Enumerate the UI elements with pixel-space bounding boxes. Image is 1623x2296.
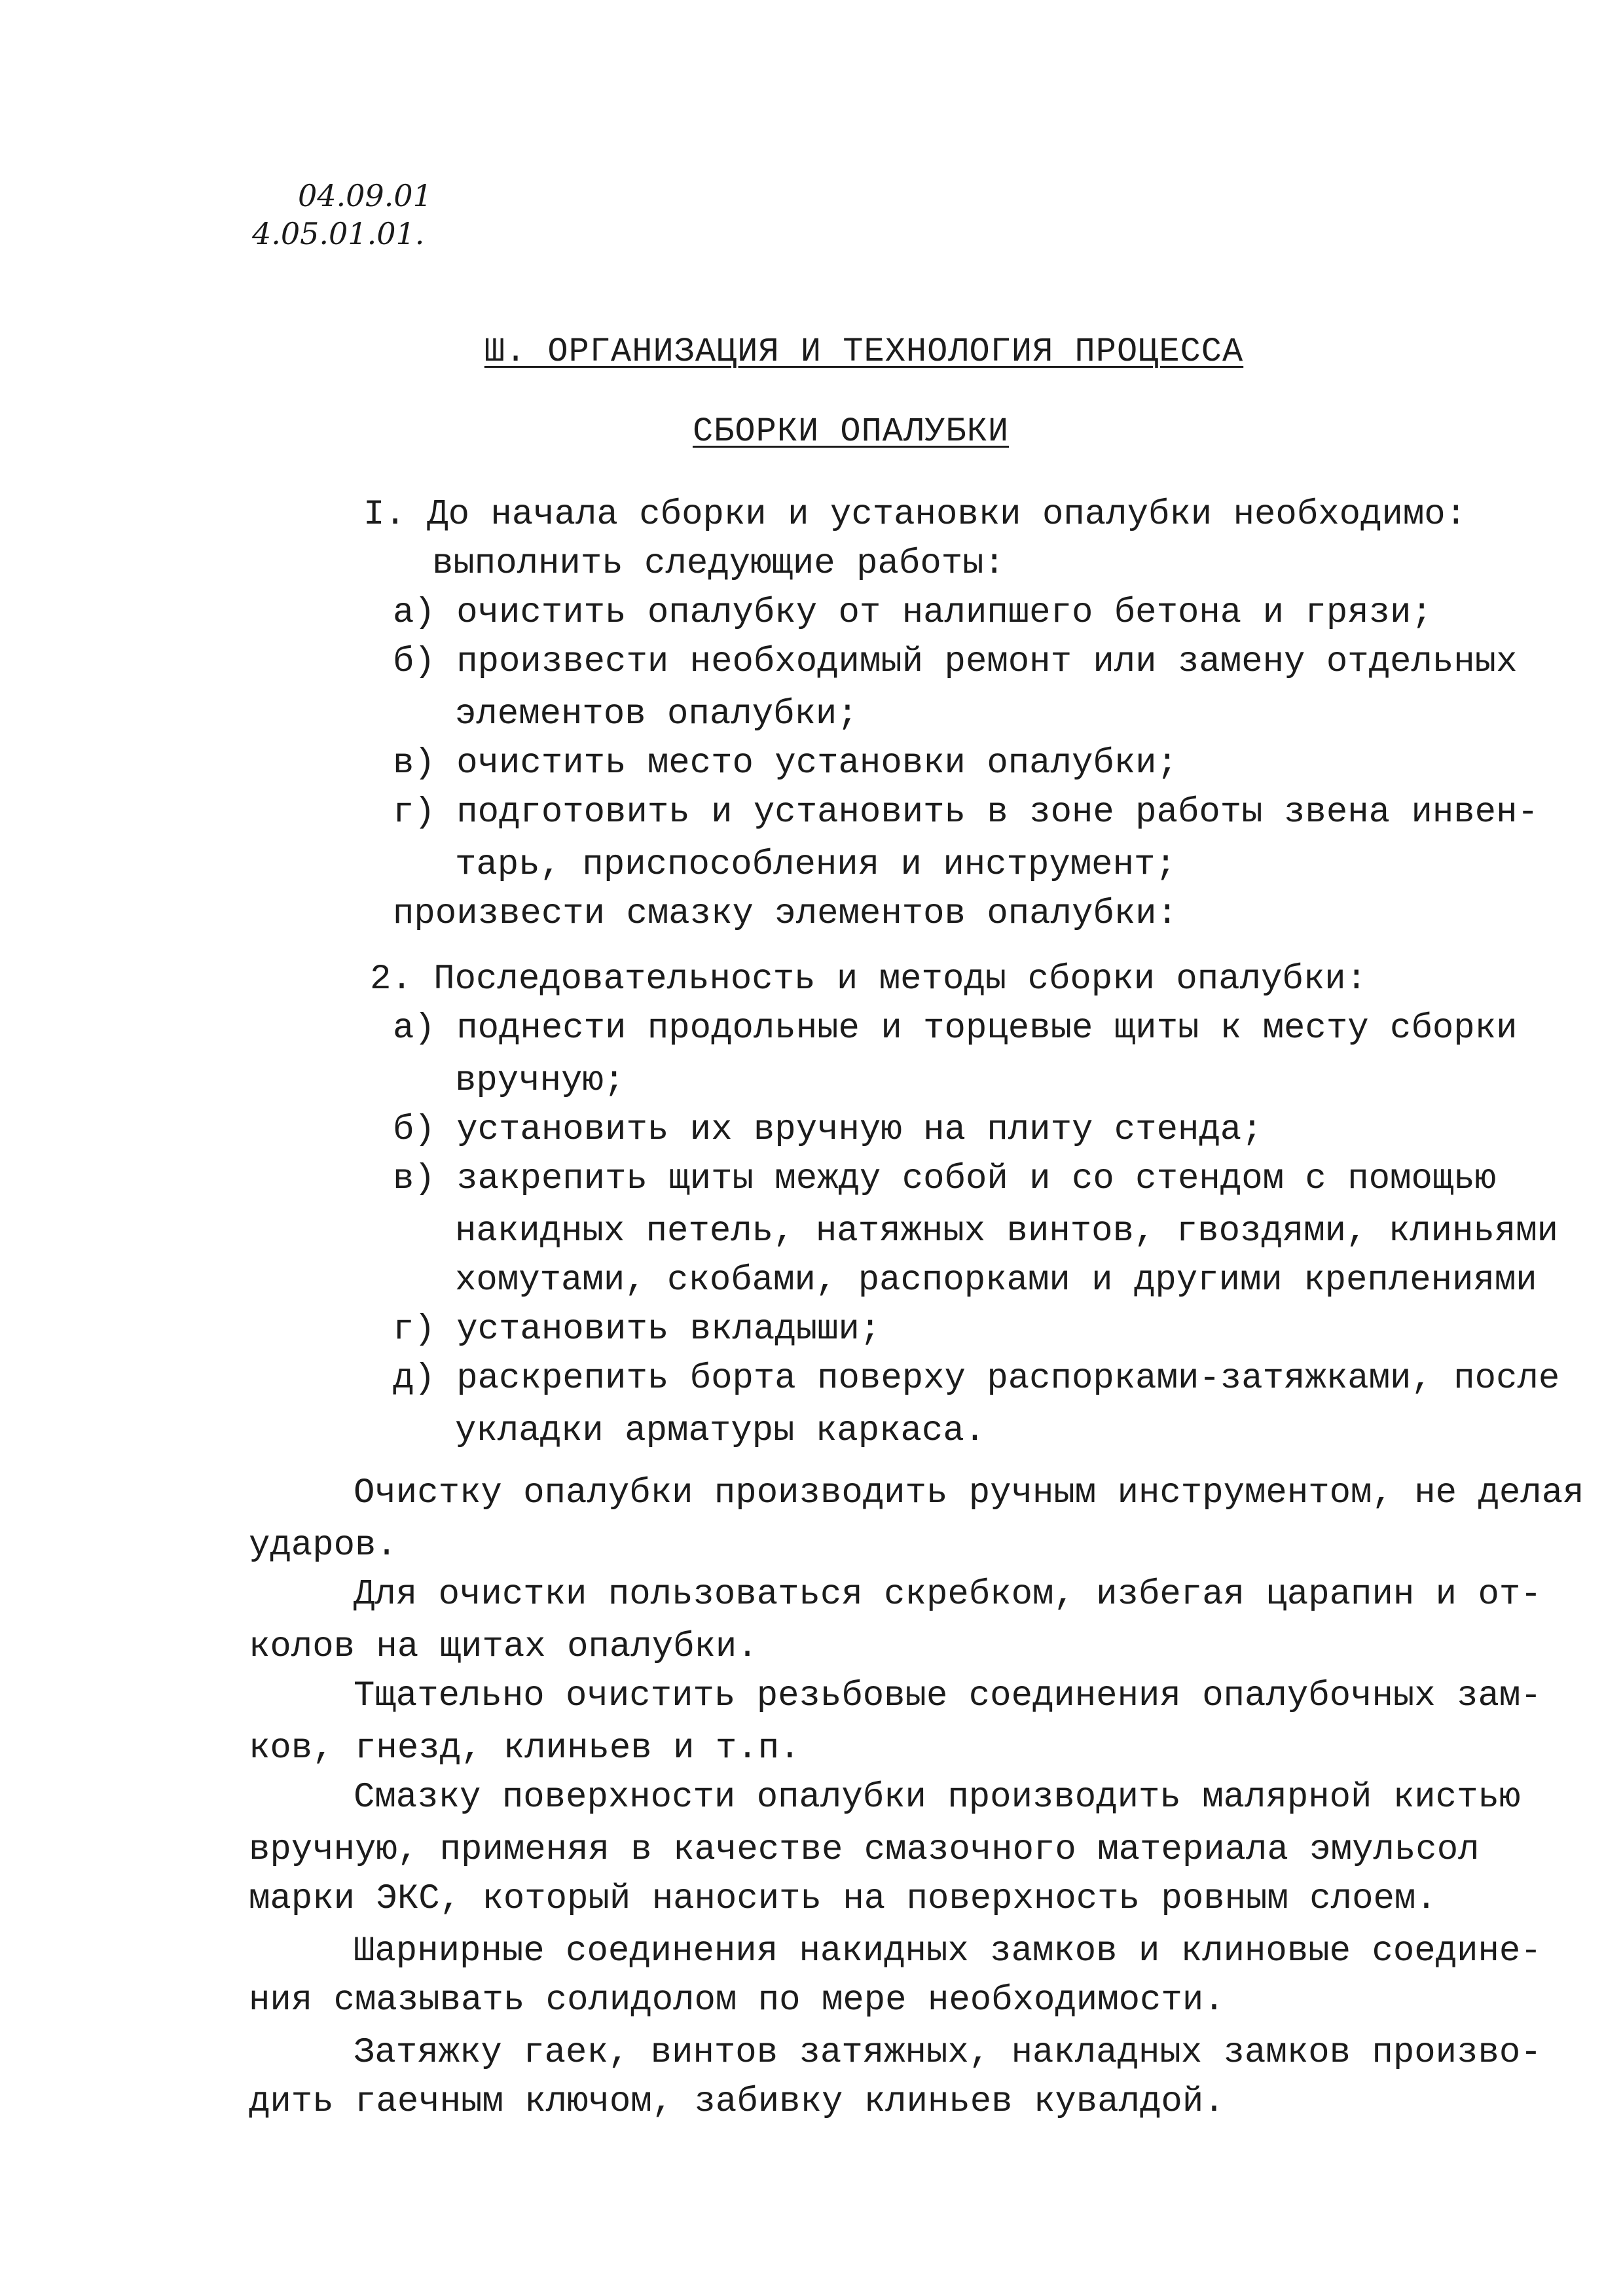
body-line: ударов. [249, 1526, 397, 1566]
section-heading-line-2: СБОРКИ ОПАЛУБКИ [692, 412, 1010, 451]
body-line: вручную; [455, 1061, 625, 1101]
body-line: Шарнирные соединения накидных замков и клиновые соедине- [354, 1931, 1542, 1971]
body-line: б) произвести необходимый ремонт или замену отдельных [393, 642, 1518, 682]
body-line: хомутами, скобами, распорками и другими креплениями [455, 1261, 1537, 1300]
body-line: колов на щитах опалубки. [249, 1627, 758, 1667]
body-line: дить гаечным ключом, забивку клиньев кувалдой. [249, 2082, 1225, 2122]
body-line: г) подготовить и установить в зоне работы звена инвен- [393, 793, 1539, 833]
document-code-1: 04.09.01 [298, 178, 432, 213]
body-line: а) очистить опалубку от налипшего бетона и грязи; [393, 593, 1432, 633]
document-code-2: 4.05.01.01. [252, 216, 425, 251]
body-line: Тщательно очистить резьбовые соединения опалубочных зам- [354, 1676, 1542, 1716]
body-line: Для очистки пользоваться скребком, избегая царапин и от- [354, 1575, 1542, 1615]
body-line: ния смазывать солидолом по мере необходимости. [249, 1981, 1225, 2020]
body-line: в) закрепить щиты между собой и со стендом с помощью [393, 1159, 1497, 1199]
body-line: произвести смазку элементов опалубки: [393, 894, 1178, 934]
body-line: Очистку опалубки производить ручным инструментом, не делая [354, 1473, 1584, 1513]
body-line: в) очистить место установки опалубки; [393, 744, 1178, 783]
body-line: а) поднести продольные и торцевые щиты к месту сборки [393, 1009, 1518, 1049]
body-line: тарь, приспособления и инструмент; [455, 845, 1176, 885]
body-line: I. До начала сборки и установки опалубки необходимо: [363, 495, 1467, 535]
section-heading-line-1: Ш. ОРГАНИЗАЦИЯ И ТЕХНОЛОГИЯ ПРОЦЕССА [484, 332, 1244, 371]
body-line: Смазку поверхности опалубки производить малярной кистью [354, 1778, 1521, 1818]
body-line: Затяжку гаек, винтов затяжных, накладных замков произво- [354, 2033, 1542, 2073]
body-line: укладки арматуры каркаса. [455, 1411, 986, 1451]
document-codes [252, 177, 432, 253]
body-line: б) установить их вручную на плиту стенда; [393, 1110, 1263, 1150]
body-line: г) установить вкладыши; [393, 1310, 881, 1350]
body-line: марки ЭКС, который наносить на поверхность ровным слоем. [249, 1879, 1437, 1919]
body-line: 2. Последовательность и методы сборки опалубки: [370, 960, 1368, 999]
body-line: вручную, применяя в качестве смазочного материала эмульсол [249, 1830, 1480, 1870]
body-line: выполнить следующие работы: [432, 544, 1005, 584]
body-line: накидных петель, натяжных винтов, гвоздями, клиньями [455, 1211, 1559, 1251]
body-line: элементов опалубки; [455, 694, 858, 734]
body-line: д) раскрепить борта поверху распорками-затяжками, после [393, 1359, 1560, 1399]
body-line: ков, гнезд, клиньев и т.п. [249, 1729, 801, 1768]
